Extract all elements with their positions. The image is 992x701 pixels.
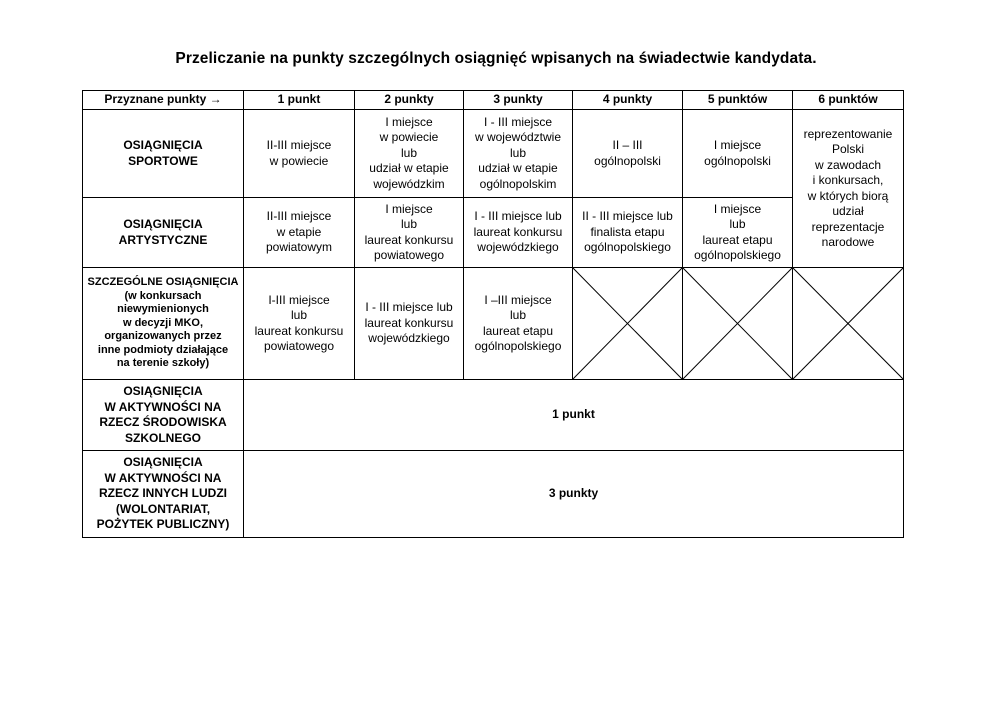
text-line: powiatowego — [263, 339, 335, 353]
text-line: lub — [400, 145, 417, 160]
text-line: w etapie — [276, 224, 322, 239]
text-line: II – III — [612, 138, 643, 152]
text-line: laureat konkursu — [364, 232, 454, 247]
row-label-szczegolne — [83, 268, 244, 380]
value-inni: 3 punkty — [244, 451, 904, 538]
text-line: I miejsce — [713, 138, 762, 152]
text-line: ogólnopolskiego — [584, 240, 671, 255]
cell-sportowe-2 — [355, 110, 464, 198]
text-line: ogólnopolskim — [479, 176, 557, 191]
crossed-cell-6 — [793, 268, 904, 380]
text-line: SPORTOWE — [128, 153, 198, 168]
header-lead: Przyznane punkty → — [83, 91, 244, 110]
text-line: lub — [509, 145, 526, 160]
text-line: w których biorą — [807, 188, 889, 203]
row-label-srodowisko — [83, 380, 244, 451]
text-line: w powiecie — [269, 153, 329, 168]
points-table — [82, 90, 904, 538]
crossed-cell-4 — [573, 268, 683, 380]
text-line: ARTYSTYCZNE — [118, 232, 208, 247]
text-line: wojewódzkim — [373, 176, 445, 191]
text-line: SZKOLNEGO — [124, 430, 201, 445]
cell-szczegolne-3 — [464, 268, 573, 380]
text-line: udział — [832, 204, 864, 218]
header-points-6: 6 punktów — [793, 91, 904, 110]
text-line: ogólnopolski — [704, 153, 771, 168]
row-label-artystyczne — [83, 198, 244, 268]
row-szczegolne — [83, 268, 904, 380]
text-line: wojewódzkiego — [477, 240, 559, 255]
text-line: inne podmioty działające — [97, 343, 229, 356]
text-line: udział w etapie — [369, 161, 449, 176]
text-line: RZECZ INNYCH LUDZI — [99, 486, 227, 501]
text-line: I - III miejsce lub — [365, 300, 453, 315]
cell-szczegolne-1 — [244, 268, 355, 380]
header-points-5: 5 punktów — [683, 91, 793, 110]
row-label-sportowe — [83, 110, 244, 198]
cell-artystyczne-1 — [244, 198, 355, 268]
text-line: finalista etapu — [590, 224, 665, 239]
text-line: laureat konkursu — [254, 323, 344, 338]
text-line: lub — [729, 217, 746, 231]
cell-sportowe-5 — [683, 110, 793, 198]
text-line: ogólnopolskiego — [694, 248, 781, 262]
text-line: I miejsce — [713, 201, 762, 216]
text-line: lub — [400, 217, 417, 231]
header-points-1: 1 punkt — [244, 91, 355, 110]
text-line: reprezentacje — [811, 219, 885, 234]
text-line: laureat konkursu — [364, 315, 454, 330]
text-line: i konkursach, — [812, 173, 884, 187]
text-line: wojewódzkiego — [368, 331, 450, 346]
cell-artystyczne-4 — [573, 198, 683, 268]
text-line: II-III miejsce — [266, 138, 332, 152]
text-line: OSIĄGNIĘCIA — [123, 138, 203, 152]
text-line: W AKTYWNOŚCI NA — [104, 470, 222, 485]
text-line: powiatowym — [265, 240, 333, 255]
cell-szczegolne-2 — [355, 268, 464, 380]
cell-artystyczne-5 — [683, 198, 793, 268]
text-line: I miejsce — [385, 114, 433, 129]
row-sportowe — [83, 110, 904, 198]
cell-sportowe-1 — [244, 110, 355, 198]
text-line: organizowanych przez — [104, 330, 222, 343]
text-line: powiatowego — [373, 248, 445, 262]
header-row — [83, 91, 904, 110]
text-line: W AKTYWNOŚCI NA — [104, 399, 222, 414]
row-label-inni — [83, 451, 244, 538]
text-line: narodowe — [821, 235, 875, 249]
text-line: I miejsce — [385, 201, 433, 216]
text-line: niewymienionych — [117, 303, 209, 316]
cross-icon — [793, 268, 903, 379]
value-srodowisko: 1 punkt — [244, 380, 904, 451]
header-points-2: 2 punkty — [355, 91, 464, 110]
text-line: lub — [509, 308, 526, 322]
row-artystyczne — [83, 198, 904, 268]
text-line: laureat etapu — [482, 323, 554, 338]
header-points-3: 3 punkty — [464, 91, 573, 110]
text-line: Polski — [831, 142, 864, 156]
cell-sportowe-3 — [464, 110, 573, 198]
text-line: w powiecie — [379, 130, 439, 145]
page-title: Przeliczanie na punkty szczególnych osiągnięć wpisanych na świadectwie kandydata. — [175, 50, 817, 67]
text-line: I –III miejsce — [484, 292, 552, 307]
text-line: RZECZ ŚRODOWISKA — [99, 415, 227, 429]
row-inni — [83, 451, 904, 538]
text-line: laureat konkursu — [473, 224, 563, 239]
text-line: I - III miejsce — [483, 114, 552, 129]
text-line: (WOLONTARIAT, — [115, 501, 211, 516]
cell-artystyczne-2 — [355, 198, 464, 268]
text-line: lub — [290, 308, 307, 322]
text-line: OSIĄGNIĘCIA — [123, 384, 203, 398]
header-points-4: 4 punkty — [573, 91, 683, 110]
text-line: I-III miejsce — [268, 292, 330, 307]
text-line: OSIĄGNIĘCIA — [123, 455, 203, 470]
text-line: na terenie szkoły) — [116, 357, 210, 370]
text-line: OSIĄGNIĘCIA — [123, 217, 203, 231]
text-line: w decyzji MKO, — [122, 316, 204, 329]
text-line: II - III miejsce lub — [582, 209, 673, 224]
cell-six-points-merged — [793, 110, 904, 268]
crossed-cell-5 — [683, 268, 793, 380]
text-line: udział w etapie — [478, 161, 558, 176]
text-line: laureat etapu — [702, 232, 773, 247]
text-line: w województwie — [474, 130, 562, 145]
text-line: SZCZEGÓLNE OSIĄGNIĘCIA — [87, 276, 239, 289]
cell-sportowe-4 — [573, 110, 683, 198]
text-line: II-III miejsce — [266, 209, 332, 224]
text-line: w zawodach — [814, 157, 882, 172]
row-srodowisko — [83, 380, 904, 451]
text-line: I - III miejsce lub — [474, 209, 562, 224]
text-line: POŻYTEK PUBLICZNY) — [96, 517, 230, 532]
text-line: (w konkursach — [124, 289, 202, 302]
cell-artystyczne-3 — [464, 198, 573, 268]
text-line: reprezentowanie — [803, 126, 893, 141]
cross-icon — [573, 268, 682, 379]
text-line: ogólnopolskiego — [474, 339, 562, 353]
cross-icon — [683, 268, 792, 379]
text-line: ogólnopolski — [594, 153, 661, 168]
